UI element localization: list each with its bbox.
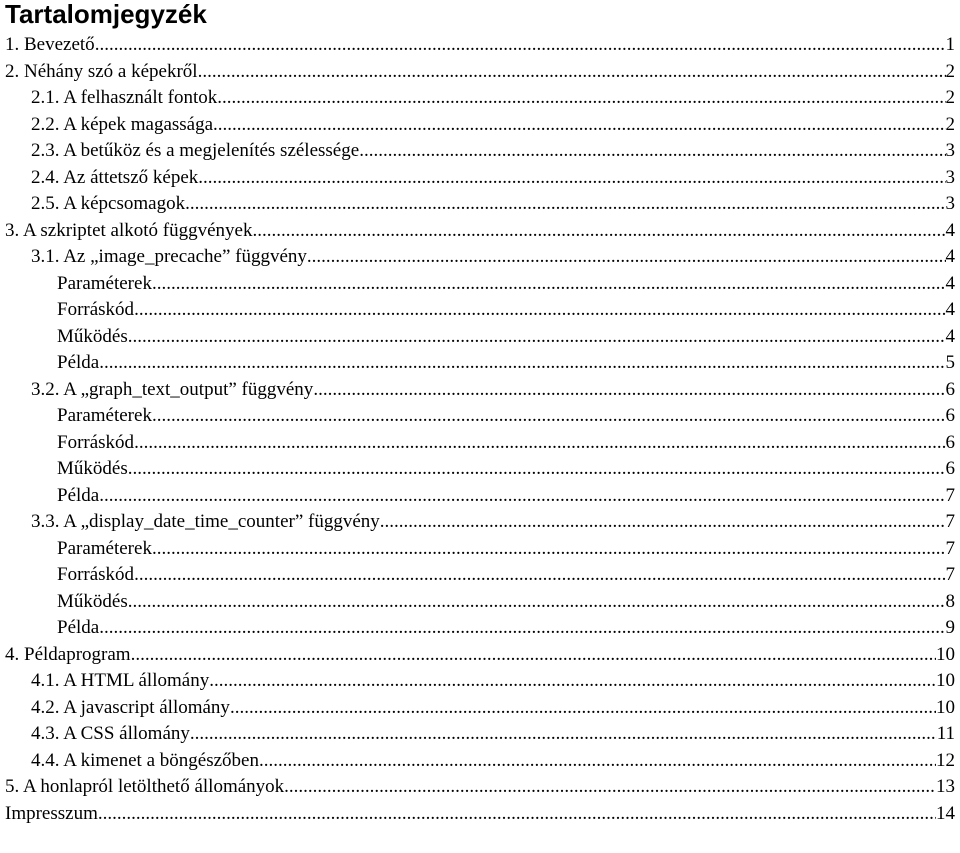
dot-leader xyxy=(98,801,936,828)
toc-page-number: 12 xyxy=(936,749,955,771)
toc-entry-title: 1. Bevezető xyxy=(5,34,95,55)
toc-entry[interactable] xyxy=(0,191,960,218)
toc-entry[interactable] xyxy=(0,297,960,324)
toc-entry-title: Forráskód xyxy=(57,299,135,320)
toc-entry[interactable] xyxy=(0,112,960,139)
dot-leader xyxy=(213,112,945,139)
toc-entry[interactable] xyxy=(0,138,960,165)
toc-page-number: 10 xyxy=(936,670,955,691)
dot-leader xyxy=(284,774,936,801)
toc-entry-title: Működés xyxy=(57,325,128,347)
toc-page-number: 6 xyxy=(945,378,955,400)
dot-leader xyxy=(99,615,945,642)
toc-entry[interactable] xyxy=(0,536,960,563)
toc-page-number: 4 xyxy=(945,219,955,241)
dot-leader xyxy=(152,403,946,430)
toc-entry[interactable] xyxy=(0,59,960,86)
dot-leader xyxy=(134,430,945,457)
toc-entry[interactable] xyxy=(0,165,960,192)
toc-entry[interactable] xyxy=(0,509,960,536)
dot-leader xyxy=(185,191,945,218)
toc-entry-title: 2.2. A képek magassága xyxy=(31,113,214,135)
dot-leader xyxy=(99,483,945,510)
toc-entry-title: 4.4. A kimenet a böngészőben xyxy=(31,749,259,771)
dot-leader xyxy=(131,642,936,669)
toc-entry[interactable] xyxy=(0,589,960,616)
dot-leader xyxy=(259,748,936,775)
toc-entry-title: 2. Néhány szó a képekről xyxy=(5,60,198,82)
toc-entry-title: Forráskód xyxy=(57,431,135,453)
toc-page-number: 7 xyxy=(945,564,955,585)
toc-page-number: 8 xyxy=(945,590,955,612)
toc-entry-title: Paraméterek xyxy=(57,537,152,559)
toc-entry[interactable] xyxy=(0,430,960,457)
dot-leader xyxy=(198,59,946,86)
toc-page-number: 6 xyxy=(945,458,955,479)
toc-entry-title: Működés xyxy=(57,458,128,479)
toc-entry-title: 4.1. A HTML állomány xyxy=(31,670,210,691)
dot-leader xyxy=(198,165,945,192)
toc-entry-title: Paraméterek xyxy=(57,405,152,426)
toc-entry-title: Példa xyxy=(57,484,100,506)
toc-entry-title: 2.3. A betűköz és a megjelenítés szélessége xyxy=(31,140,360,161)
toc-page-number: 4 xyxy=(945,246,955,267)
toc-page-number: 11 xyxy=(936,723,955,744)
dot-leader xyxy=(134,562,945,589)
dot-leader xyxy=(134,297,945,324)
dot-leader xyxy=(99,350,945,377)
toc-entry[interactable] xyxy=(0,456,960,483)
toc-entry[interactable] xyxy=(0,615,960,642)
toc-entry-title: 2.5. A képcsomagok xyxy=(31,193,186,214)
toc-entry[interactable] xyxy=(0,562,960,589)
toc-entry-title: 3.1. Az „image_precache” függvény xyxy=(31,246,307,267)
toc-entry-title: 4. Példaprogram xyxy=(5,643,131,665)
toc-page-number: 4 xyxy=(945,272,955,294)
toc-entry[interactable] xyxy=(0,403,960,430)
toc-entry[interactable] xyxy=(0,668,960,695)
dot-leader xyxy=(380,509,946,536)
dot-leader xyxy=(359,138,945,165)
toc-page-number: 9 xyxy=(945,617,955,638)
toc-entry[interactable] xyxy=(0,801,960,828)
toc-page-number: 6 xyxy=(945,405,955,426)
toc-entry[interactable] xyxy=(0,271,960,298)
toc-entry-title: 2.4. Az áttetsző képek xyxy=(31,166,199,188)
toc-page-number: 2 xyxy=(945,60,955,82)
toc-entry-title: 4.2. A javascript állomány xyxy=(31,696,230,718)
dot-leader xyxy=(128,589,946,616)
toc-entry[interactable] xyxy=(0,244,960,271)
toc-entry-title: 3.2. A „graph_text_output” függvény xyxy=(31,378,314,400)
toc-page-number: 2 xyxy=(945,87,955,108)
toc-entry-title: Példa xyxy=(57,617,100,638)
toc-page-number: 7 xyxy=(945,511,955,532)
toc-entry-title: Forráskód xyxy=(57,564,135,585)
toc-page-number: 10 xyxy=(936,643,955,665)
dot-leader xyxy=(128,456,946,483)
toc-entry[interactable] xyxy=(0,32,960,59)
toc-entry-title: Paraméterek xyxy=(57,272,152,294)
toc-entry[interactable] xyxy=(0,85,960,112)
dot-leader xyxy=(313,377,945,404)
toc-entry[interactable] xyxy=(0,695,960,722)
dot-leader xyxy=(217,85,945,112)
toc-page-number: 2 xyxy=(945,113,955,135)
toc-page-number: 3 xyxy=(945,193,955,214)
toc-page-number: 6 xyxy=(945,431,955,453)
dot-leader xyxy=(128,324,946,351)
toc-entry[interactable] xyxy=(0,377,960,404)
dot-leader xyxy=(252,218,945,245)
toc-entry[interactable] xyxy=(0,483,960,510)
toc-page-number: 5 xyxy=(945,352,955,373)
toc-page-number: 7 xyxy=(945,484,955,506)
toc-page-number: 1 xyxy=(945,34,955,55)
dot-leader xyxy=(209,668,936,695)
toc-page-number: 13 xyxy=(936,776,955,797)
toc-entry[interactable] xyxy=(0,350,960,377)
toc-page-number: 4 xyxy=(945,325,955,347)
toc-entry-title: 4.3. A CSS állomány xyxy=(31,723,190,744)
toc-page-number: 4 xyxy=(945,299,955,320)
dot-leader xyxy=(230,695,936,722)
toc-entry-title: 3. A szkriptet alkotó függvények xyxy=(5,219,253,241)
dot-leader xyxy=(307,244,946,271)
toc-entry[interactable] xyxy=(0,721,960,748)
toc-page-number: 14 xyxy=(936,802,955,824)
dot-leader xyxy=(190,721,937,748)
toc-page-number: 10 xyxy=(936,696,955,718)
dot-leader xyxy=(95,32,946,59)
dot-leader xyxy=(152,536,946,563)
toc-entry-title: 5. A honlapról letölthető állományok xyxy=(5,776,285,797)
toc-page-number: 3 xyxy=(945,166,955,188)
toc-entry[interactable] xyxy=(0,218,960,245)
dot-leader xyxy=(152,271,946,298)
toc-entry[interactable] xyxy=(0,324,960,351)
toc-entry-title: Impresszum xyxy=(5,802,98,824)
toc-entry[interactable] xyxy=(0,748,960,775)
toc-page-number: 7 xyxy=(945,537,955,559)
table-of-contents xyxy=(0,32,960,827)
toc-page-number: 3 xyxy=(945,140,955,161)
toc-entry-title: Működés xyxy=(57,590,128,612)
toc-entry[interactable] xyxy=(0,774,960,801)
toc-entry-title: 2.1. A felhasznált fontok xyxy=(31,87,218,108)
toc-entry-title: 3.3. A „display_date_time_counter” függvény xyxy=(31,511,380,532)
toc-entry[interactable] xyxy=(0,642,960,669)
page-title: Tartalomjegyzék xyxy=(5,0,207,29)
toc-entry-title: Példa xyxy=(57,352,100,373)
